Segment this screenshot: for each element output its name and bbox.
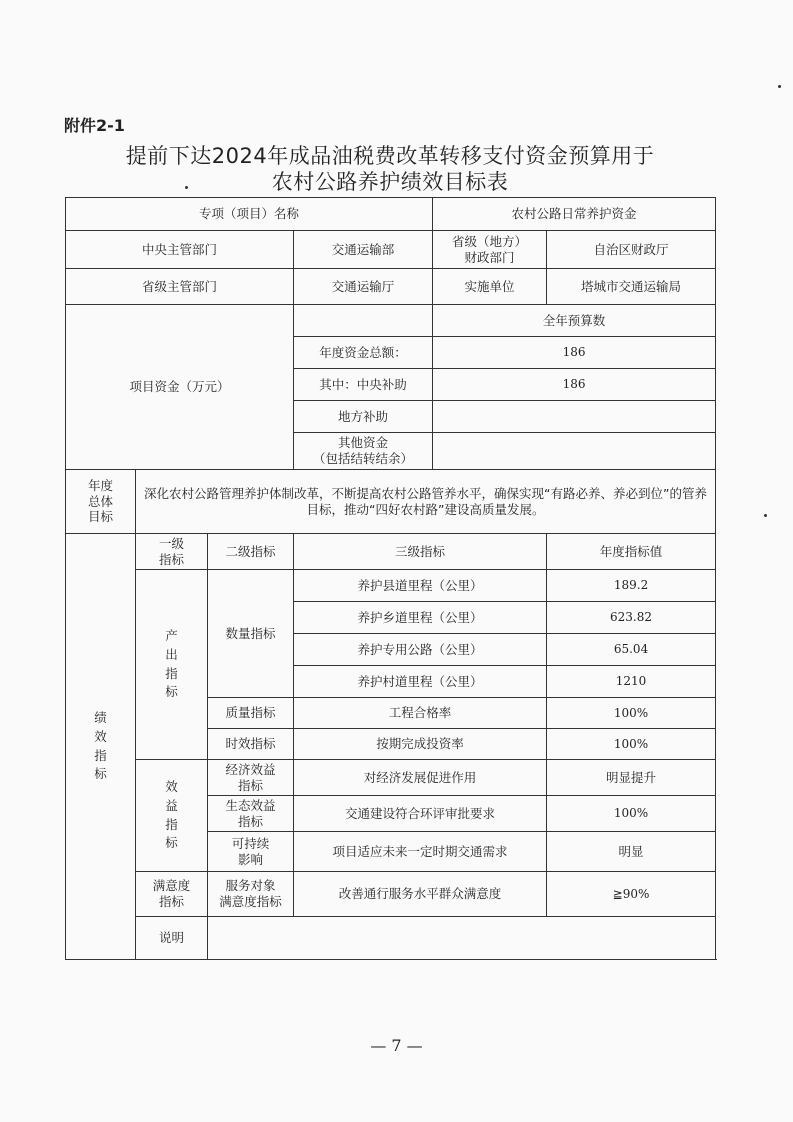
sustainability-l2: 影响 (237, 851, 263, 867)
indicator-value: 100% (547, 796, 716, 832)
timeliness-indicator-label: 时效指标 (208, 729, 294, 760)
indicator-value: 明显 (547, 832, 716, 872)
annual-goal-text: 深化农村公路管理养护体制改革，不断提高农村公路管养水平，确保实现“有路必养、养必到位”的管养目标，推动“四好农村路”建设高质量发展。 (136, 470, 716, 534)
satisfaction-l1: 满意度 (152, 878, 191, 894)
funds-row-value: 186 (433, 369, 716, 401)
service-satisfaction-l1: 服务对象 (225, 878, 276, 894)
economic-benefit-l1: 经济效益 (225, 761, 276, 777)
document-title-line2: 农村公路养护绩效目标表 (271, 170, 509, 194)
output-indicator-label (136, 570, 208, 760)
indicator-value: 65.04 (547, 634, 716, 666)
indicator-name: 对经济发展促进作用 (294, 760, 547, 796)
scan-speck (764, 514, 767, 517)
indicator-value: ≧90% (547, 872, 716, 917)
provincial-finance-label-l1: 省级（地方） (452, 233, 528, 249)
quality-indicator-label: 质量指标 (208, 698, 294, 729)
sustainability-label (208, 832, 294, 872)
central-dept-value: 交通运输部 (294, 231, 433, 269)
indicator-value: 623.82 (547, 602, 716, 634)
col-value-header: 年度指标值 (547, 534, 716, 570)
indicator-name: 按期完成投资率 (294, 729, 547, 760)
indicator-value: 189.2 (547, 570, 716, 602)
col-level2-header: 二级指标 (208, 534, 294, 570)
quantity-indicator-label: 数量指标 (208, 570, 294, 698)
col-level1-header (136, 534, 208, 570)
funds-row-label: 地方补助 (294, 401, 433, 433)
funds-row-label (294, 433, 433, 470)
goal-label-l2: 总体 (87, 493, 113, 509)
indicator-value: 1210 (547, 666, 716, 698)
annual-goal-label (66, 470, 136, 534)
col-level1-l1: 一级 (158, 535, 184, 551)
col-level3-header: 三级指标 (294, 534, 547, 570)
indicator-name: 项目适应未来一定时期交通需求 (294, 832, 547, 872)
goal-label-l1: 年度 (87, 478, 113, 494)
eco-benefit-label (208, 796, 294, 832)
satisfaction-l2: 指标 (158, 894, 184, 909)
provincial-dept-label: 省级主管部门 (66, 269, 294, 305)
funds-row-value (433, 433, 716, 470)
central-dept-label: 中央主管部门 (66, 231, 294, 269)
goal-label-l3: 目标 (87, 509, 113, 525)
eco-benefit-l1: 生态效益 (225, 797, 276, 813)
funds-row-value: 186 (433, 337, 716, 369)
eco-benefit-l2: 指标 (237, 813, 263, 829)
project-name-value: 农村公路日常养护资金 (433, 198, 716, 231)
satisfaction-indicator-label (136, 872, 208, 917)
funds-row-label: 年度资金总额： (294, 337, 433, 369)
service-satisfaction-l2: 满意度指标 (219, 894, 282, 909)
note-label: 说明 (136, 917, 208, 960)
attachment-label: 附件2-1 (64, 116, 125, 135)
indicator-name: 养护村道里程（公里） (294, 666, 547, 698)
indicator-name: 交通建设符合环评审批要求 (294, 796, 547, 832)
performance-label (66, 534, 136, 960)
project-name-label: 专项（项目）名称 (66, 198, 433, 231)
indicator-value: 明显提升 (547, 760, 716, 796)
economic-benefit-label (208, 760, 294, 796)
indicator-name: 养护乡道里程（公里） (294, 602, 547, 634)
document-title-line1: 提前下达2024年成品油税费改革转移支付资金预算用于 (125, 144, 655, 168)
performance-target-table (65, 197, 716, 960)
benefit-indicator-label (136, 760, 208, 872)
provincial-finance-label (433, 231, 547, 269)
funds-other-label-l2: （包括结转结余） (313, 451, 414, 466)
col-level1-l2: 指标 (158, 551, 184, 567)
funds-label: 项目资金（万元） (66, 305, 294, 470)
output-indicator-text: 产出指标 (165, 628, 178, 700)
performance-label-text: 绩效指标 (94, 710, 107, 782)
indicator-name: 养护专用公路（公里） (294, 634, 547, 666)
indicator-value: 100% (547, 729, 716, 760)
funds-other-label-l1: 其他资金 (338, 435, 389, 451)
indicator-name: 工程合格率 (294, 698, 547, 729)
provincial-finance-label-l2: 财政部门 (464, 249, 515, 265)
provincial-finance-value: 自治区财政厅 (547, 231, 716, 269)
economic-benefit-l2: 指标 (237, 777, 263, 793)
note-text (208, 917, 716, 960)
funds-budget-header: 全年预算数 (433, 305, 716, 337)
scan-speck (778, 85, 781, 88)
sustainability-l1: 可持续 (231, 835, 270, 851)
indicator-value: 100% (547, 698, 716, 729)
funds-row-value (433, 401, 716, 433)
impl-unit-label: 实施单位 (433, 269, 547, 305)
impl-unit-value: 塔城市交通运输局 (547, 269, 716, 305)
funds-row-label: 其中：中央补助 (294, 369, 433, 401)
benefit-indicator-text: 效益指标 (165, 779, 178, 851)
provincial-dept-value: 交通运输厅 (294, 269, 433, 305)
service-satisfaction-label (208, 872, 294, 917)
scan-speck (185, 186, 188, 189)
funds-blank-header (294, 305, 433, 337)
page-number: — 7 — (370, 1036, 423, 1055)
indicator-name: 养护县道里程（公里） (294, 570, 547, 602)
indicator-name: 改善通行服务水平群众满意度 (294, 872, 547, 917)
